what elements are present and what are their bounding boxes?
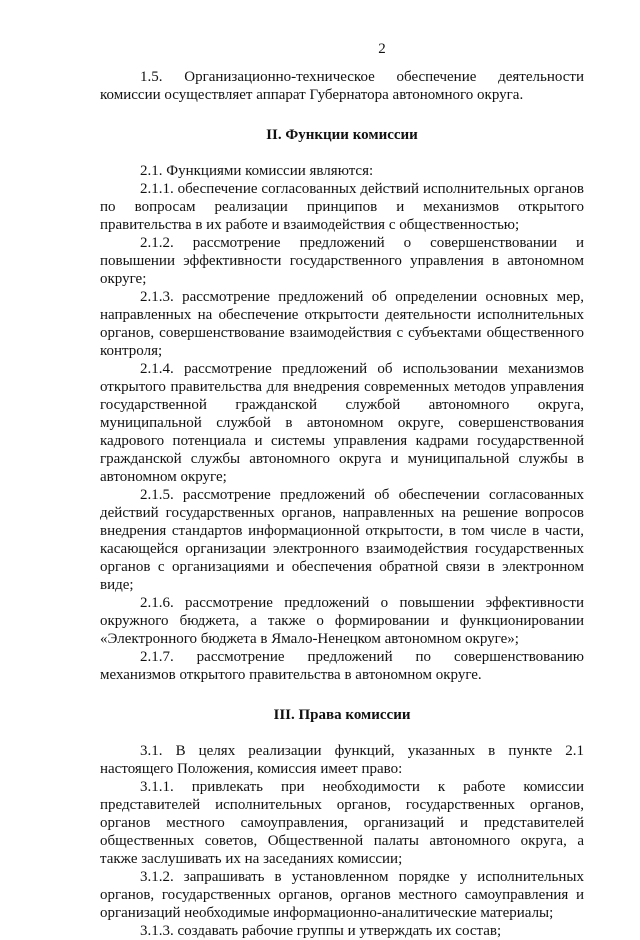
paragraph-2-1-7: 2.1.7. рассмотрение предложений по совершенствованию механизмов открытого правительства в автономном округе. xyxy=(100,649,584,683)
paragraph-3-1-3: 3.1.3. создавать рабочие группы и утверждать их состав; xyxy=(140,923,502,939)
paragraph-2-1-3: 2.1.3. рассмотрение предложений об определении основных мер, направленных на обеспечение открытости деятельности исполнительных органов, совершенствование взаимодействия с субъектами общественного контроля; xyxy=(100,289,584,359)
paragraph-2-1-1: 2.1.1. обеспечение согласованных действий исполнительных органов по вопросам реализации принципов и механизмов открытого правительства в их работе и взаимодействия с общественностью; xyxy=(100,181,584,233)
paragraph-2-1-4: 2.1.4. рассмотрение предложений об использовании механизмов открытого правительства для внедрения современных методов управления государственной гражданской службой автономного округа, муниципальной службой в автономном округе, совершенствования кадрового потенциала и системы управления кадрами государственной гражданской службы автономного округа и муниципальной службы в автономном округе; xyxy=(100,361,584,485)
paragraph-2-1-6: 2.1.6. рассмотрение предложений о повышении эффективности окружного бюджета, а также о формировании и функционировании «Электронного бюджета в Ямало-Ненецком автономном округе»; xyxy=(100,595,584,647)
section-heading-rights: III. Права комиссии xyxy=(273,707,411,723)
section-heading-functions: II. Функции комиссии xyxy=(266,127,418,143)
paragraph-1-5: 1.5. Организационно-техническое обеспечение деятельности комиссии осуществляет аппарат Губернатора автономного округа. xyxy=(100,69,584,103)
paragraph-3-1: 3.1. В целях реализации функций, указанных в пункте 2.1 настоящего Положения, комиссия имеет право: xyxy=(100,743,584,777)
paragraph-3-1-2: 3.1.2. запрашивать в установленном порядке у исполнительных органов, государственных органов, органов местного самоуправления и организаций необходимые информационно-аналитические материалы; xyxy=(100,869,584,921)
paragraph-2-1-2: 2.1.2. рассмотрение предложений о совершенствовании и повышении эффективности государственного управления в автономном округе; xyxy=(100,235,584,287)
paragraph-2-1-5: 2.1.5. рассмотрение предложений об обеспечении согласованных действий государственных органов, направленных на решение вопросов внедрения стандартов информационной открытости, в том числе в части, касающейся организации электронного взаимодействия государственных органов с организациями и обеспечения обратной связи в электронном виде; xyxy=(100,487,584,593)
paragraph-2-1: 2.1. Функциями комиссии являются: xyxy=(140,163,374,179)
page-number: 2 xyxy=(378,41,386,57)
paragraph-3-1-1: 3.1.1. привлекать при необходимости к работе комиссии представителей исполнительных органов, государственных органов, органов местного самоуправления, организаций и представителей общественных советов, Общественной палаты автономного округа, а также заслушивать их на заседаниях комиссии; xyxy=(100,779,584,867)
